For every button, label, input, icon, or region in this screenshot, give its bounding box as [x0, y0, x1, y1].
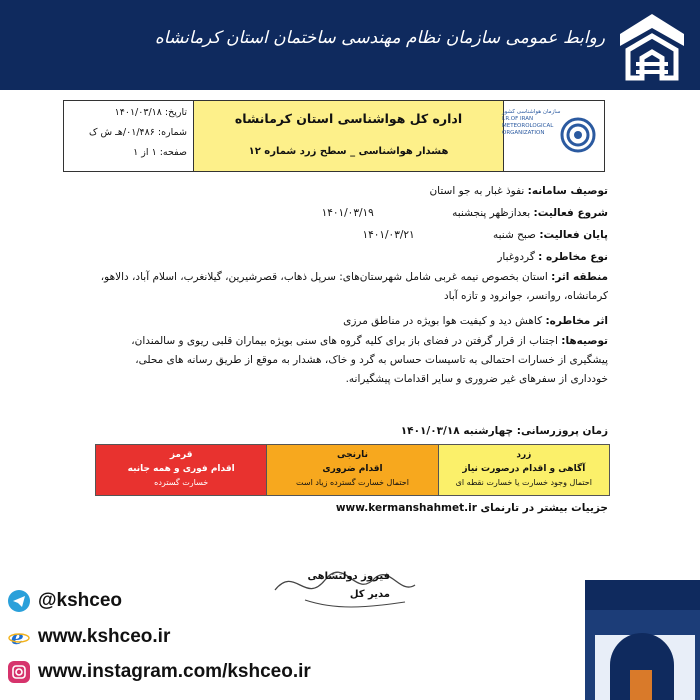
doc-date: تاریخ: ۱۴۰۱/۰۳/۱۸ — [114, 107, 187, 118]
svg-text:e: e — [11, 626, 24, 648]
met-org-logo — [504, 101, 604, 171]
website-row[interactable] — [8, 626, 170, 648]
start-label: شروع فعالیت: — [533, 207, 608, 219]
instagram-url[interactable]: www.instagram.com/kshceo.ir — [38, 661, 311, 683]
level-orange — [267, 445, 438, 495]
system-value: نفوذ غبار به جو استان — [429, 185, 525, 197]
doc-page: صفحه: ۱ از ۱ — [133, 147, 187, 158]
effect-value: کاهش دید و کیفیت هوا بویژه در مناطق مرزی — [343, 315, 543, 327]
doc-number: شماره: ۰۱/۴۸۶/هـ ش ک — [89, 127, 187, 138]
instagram-row[interactable] — [8, 661, 311, 683]
signer-role: مدیر کل — [349, 589, 390, 600]
doc-meta — [64, 101, 194, 171]
start-row — [98, 202, 608, 224]
telegram-row[interactable] — [8, 590, 122, 612]
warning-levels-table — [95, 444, 610, 496]
end-label: پایان فعالیت: — [539, 229, 608, 241]
hazard-row — [98, 246, 608, 268]
end-date: ۱۴۰۱/۰۳/۲۱ — [362, 229, 415, 241]
level-red-name: قرمز — [169, 450, 193, 460]
banner-title: روابط عمومی سازمان نظام مهندسی ساختمان استان کرمانشاه — [154, 28, 605, 48]
start-value: بعدازظهر پنجشنبه — [452, 207, 531, 219]
website-url[interactable]: www.kshceo.ir — [38, 626, 171, 648]
level-red-desc: خسارت گسترده — [154, 478, 209, 487]
level-red — [96, 445, 267, 495]
start-date: ۱۴۰۱/۰۳/۱۹ — [321, 207, 374, 219]
signer-name: فیروز دولتشاهی — [307, 571, 390, 582]
hazard-value: گردوغبار — [497, 251, 535, 263]
document-header — [63, 100, 605, 172]
dept-title: اداره کل هواشناسی استان کرمانشاه — [234, 111, 463, 126]
update-time: زمان پروزرسانی: چهارشنبه ۱۴۰۱/۰۳/۱۸ — [400, 425, 608, 437]
hazard-label: نوع مخاطره : — [538, 251, 608, 263]
telegram-icon — [8, 590, 30, 612]
area-value: استان بخصوص نیمه غربی شامل شهرستان‌های: سرپل ذهاب، قصرشیرین، گیلانغرب، اسلام آباد، دالاهو، کرمانشاه، روانسر، جوانرود و تازه آباد — [100, 271, 608, 302]
area-row — [98, 268, 608, 306]
level-red-action: اقدام فوری و همه جانبه — [127, 464, 235, 474]
end-value: صبح شنبه — [493, 229, 536, 241]
signature-block — [300, 568, 390, 604]
level-orange-action: اقدام ضروری — [322, 464, 383, 474]
area-label: منطقه اثر: — [551, 271, 608, 283]
system-row — [98, 180, 608, 202]
level-yellow — [439, 445, 609, 495]
doc-title-cell — [194, 101, 504, 171]
end-row — [98, 224, 608, 246]
warning-body — [98, 180, 608, 389]
effect-row — [98, 310, 608, 332]
browser-icon — [8, 626, 30, 648]
building-photo-corner — [585, 580, 700, 700]
advice-value: اجتناب از قرار گرفتن در فضای باز برای کلیه گروه های سنی بویژه بیماران قلبی ریوی و سالمندان، پیشگیری از خسارات احتمالی به تاسیسات حساس به گرد و خاک، هشدار به موقع از طریق رسانه های محلی، خودداری از سفرهای غیر ضروری و سایر اقدامات پیشگیرانه. — [131, 335, 608, 385]
level-orange-name: نارنجی — [337, 450, 368, 460]
level-yellow-action: آگاهی و اقدام درصورت نیاز — [462, 464, 586, 474]
top-banner — [0, 0, 700, 90]
telegram-handle[interactable]: @kshceo — [38, 590, 123, 612]
effect-label: اثر مخاطره: — [545, 315, 608, 327]
level-yellow-name: زرد — [516, 450, 532, 460]
level-orange-desc: احتمال خسارت گسترده زیاد است — [296, 478, 409, 487]
level-yellow-desc: احتمال وجود خسارت یا خسارت نقطه ای — [455, 478, 592, 487]
more-info-link[interactable]: جزییات بیشتر در تارنمای www.kermanshahmet.ir — [335, 502, 608, 514]
kshceo-logo-icon — [612, 6, 692, 86]
warning-subtitle: هشدار هواشناسی _ سطح زرد شماره ۱۲ — [248, 146, 449, 157]
advice-label: توصیه‌ها: — [561, 335, 608, 347]
met-org-emblem-icon — [560, 117, 596, 153]
instagram-icon — [8, 661, 30, 683]
system-label: توصیف سامانه: — [527, 185, 608, 197]
met-org-text: سازمان هواشناسی کشور I.R.OF IRAN METEOROLOGICAL ORGANIZATION — [502, 109, 561, 136]
advice-row — [98, 332, 608, 389]
